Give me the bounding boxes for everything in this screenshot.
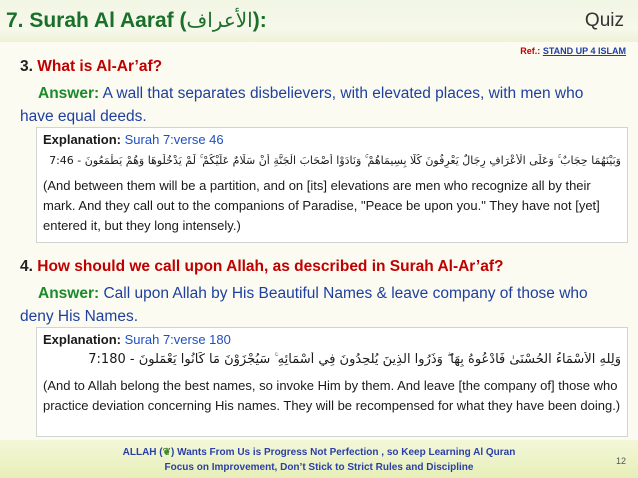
leaf-icon: ❦ — [162, 447, 172, 458]
explanation-3-translation: (And between them will be a partition, and on [its] elevations are men who recognize all by their mark. And they call out to the companions of Paradise, "Peace be upon you." They have not [yet] entered it, but they long intensely.) — [43, 178, 600, 233]
slide-title — [6, 8, 267, 33]
question-3-text: What is Al-Ar’af? — [37, 58, 163, 75]
answer-3-text: A wall that separates disbelievers, with elevated places, with men who have equal deeds. — [20, 85, 584, 125]
explanation-4-translation: (And to Allah belong the best names, so invoke Him by them. And leave [the company of] those who practice deviation concerning His names. They will be recompensed for what they have been doing.) — [43, 378, 621, 413]
explanation-3-label: Explanation: — [43, 132, 122, 147]
footer-line-1-end: ) Wants From Us is Progress Not Perfection , so Keep Learning Al Quran — [171, 447, 516, 458]
answer-4-text: Call upon Allah by His Beautiful Names & leave company of those who deny His Names. — [20, 285, 588, 325]
answer-3-label: Answer: — [38, 85, 100, 102]
ref-label: Ref.: — [520, 46, 541, 56]
quiz-label: Quiz — [584, 10, 624, 31]
explanation-3-heading — [43, 132, 224, 147]
slide-footer — [0, 440, 638, 478]
explanation-box-4 — [36, 327, 628, 437]
slide-header — [0, 0, 638, 42]
explanation-4-heading — [43, 332, 231, 347]
explanation-4-link[interactable]: Surah 7:verse 180 — [124, 332, 231, 347]
question-4-text: How should we call upon Allah, as described in Surah Al-Ar’af? — [37, 258, 504, 275]
explanation-4-label: Explanation: — [43, 332, 122, 347]
footer-line-2: Focus on Improvement, Don’t Stick to Strict Rules and Discipline — [164, 462, 474, 473]
answer-4-label: Answer: — [38, 285, 100, 302]
answer-4 — [20, 282, 620, 328]
answer-3 — [20, 82, 620, 128]
question-4 — [20, 258, 503, 276]
explanation-3-arabic: وَبَيْنَهُمَا حِجَابٌ ۚ وَعَلَى الْأَعْرَافِ رِجَالٌ يَعْرِفُونَ كُلًّا بِسِيمَاهُمْ ۚ وَنَادَوْا أَصْحَابَ الْجَنَّةِ أَنْ سَلَامٌ عَلَيْكُمْ ۚ لَمْ يَدْخُلُوهَا وَهُمْ يَطْمَعُونَ - 7:46 — [49, 154, 621, 167]
explanation-3-link[interactable]: Surah 7:verse 46 — [124, 132, 224, 147]
explanation-box-3 — [36, 127, 628, 243]
question-3 — [20, 58, 162, 76]
explanation-4-arabic: وَلِلَّهِ الْأَسْمَاءُ الْحُسْنَىٰ فَادْعُوهُ بِهَا ۖ وَذَرُوا الَّذِينَ يُلْحِدُونَ فِي أَسْمَائِهِ ۚ سَيُجْزَوْنَ مَا كَانُوا يَعْمَلُونَ - 7:180 — [88, 352, 621, 367]
title-main: 7. Surah Al Aaraf ( — [6, 9, 187, 32]
question-4-number: 4. — [20, 258, 33, 275]
question-3-number: 3. — [20, 58, 33, 75]
reference — [520, 46, 626, 56]
ref-link[interactable]: STAND UP 4 ISLAM — [542, 46, 626, 56]
page-number: 12 — [615, 456, 626, 466]
footer-line-1-start: ALLAH ( — [122, 447, 163, 458]
footer-line-1 — [0, 447, 638, 458]
title-end: ): — [252, 9, 267, 32]
title-arabic: الأعراف — [186, 10, 253, 32]
